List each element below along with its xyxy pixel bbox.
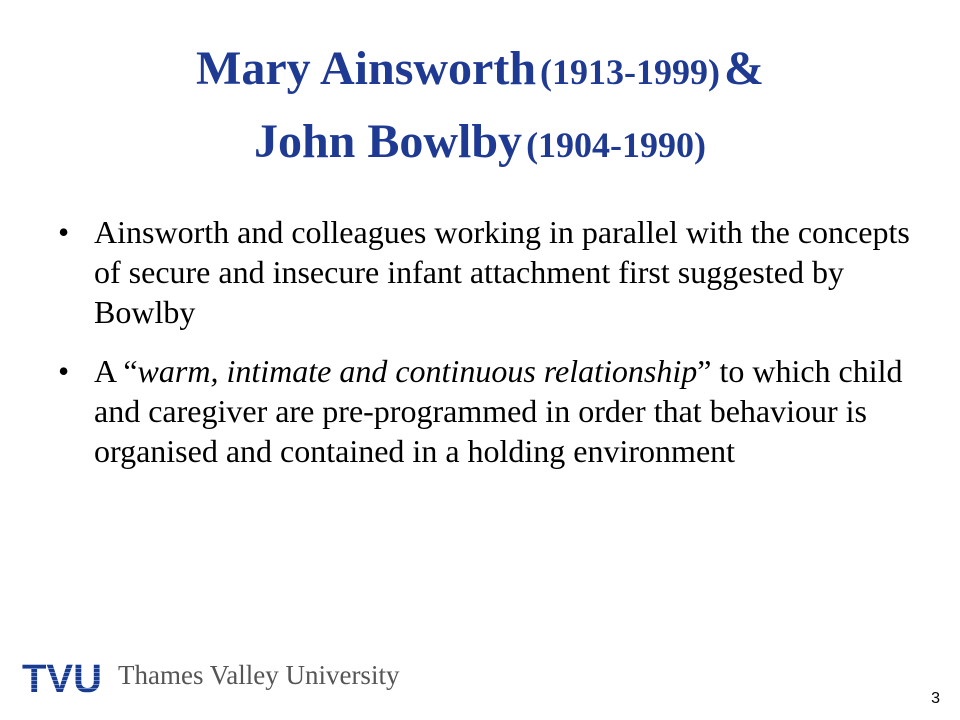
bullet-item-1 (58, 212, 938, 332)
title-ampersand: & (723, 42, 764, 95)
bullet-text-2-prefix: A “ (94, 353, 138, 389)
university-logo (20, 654, 420, 698)
bullet-text-2-suffix: ” to which child and caregiver are pre-programmed in order that behaviour is organised and contained in a holding environment (94, 353, 903, 469)
university-name: Thames Valley University (118, 660, 400, 690)
bullet-item-2 (58, 351, 938, 471)
title-name-bowlby: John Bowlby (253, 115, 523, 168)
title-line-2 (0, 111, 960, 184)
bullet-text-1: Ainsworth and colleagues working in parallel with the concepts of secure and insecure infant attachment first suggested by Bowlby (94, 214, 910, 330)
bullet-text-2-quote: warm, intimate and continuous relationship (137, 353, 698, 389)
page-number: 3 (931, 690, 940, 707)
bullet-marker: • (58, 214, 70, 250)
title-line-1 (0, 38, 960, 111)
tvu-logo-text: TVU (22, 657, 102, 698)
title-dates-ainsworth: (1913-1999) (540, 52, 720, 92)
bullet-list (58, 212, 938, 490)
title-name-ainsworth: Mary Ainsworth (196, 42, 537, 95)
tvu-logo-mark (20, 654, 110, 698)
slide-title (0, 38, 960, 184)
bullet-marker: • (58, 353, 70, 389)
title-dates-bowlby: (1904-1990) (526, 125, 707, 165)
